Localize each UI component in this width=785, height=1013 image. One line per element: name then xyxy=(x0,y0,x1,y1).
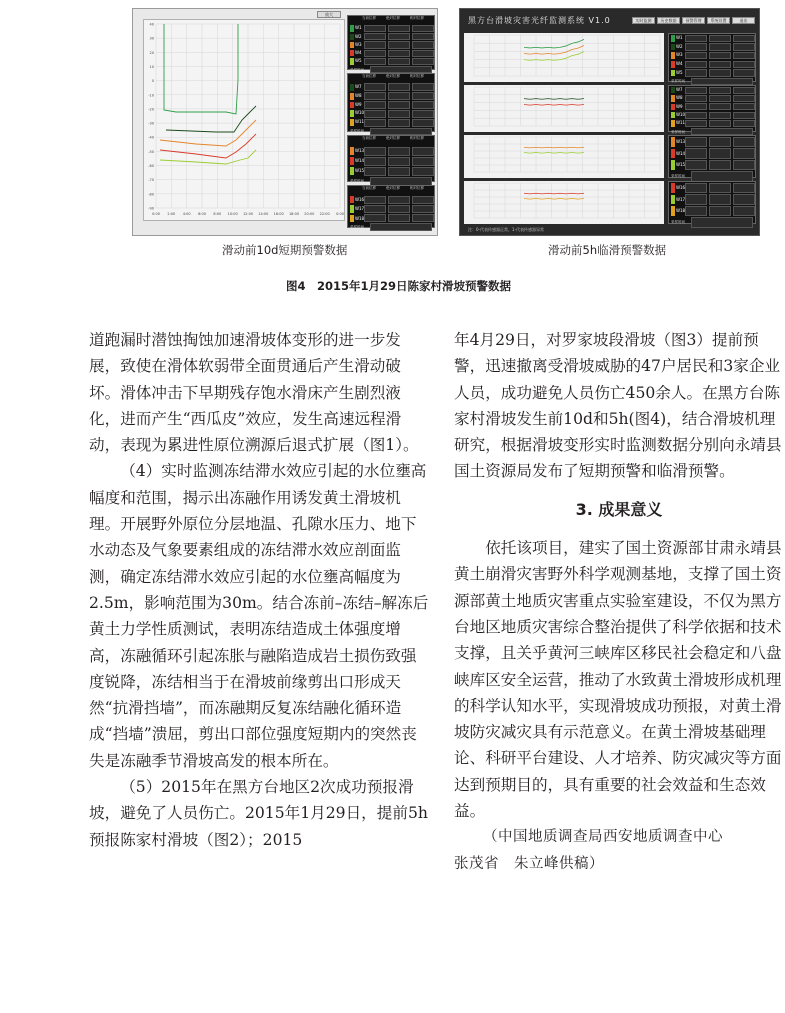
y-tick-label: -30 xyxy=(148,121,154,126)
legend-value-cell xyxy=(412,92,434,100)
imminent-warning-panel xyxy=(459,8,760,236)
legend-color-swatch xyxy=(350,25,354,31)
sensor-curve xyxy=(524,46,584,55)
legend-color-swatch xyxy=(671,44,675,51)
legend-color-swatch xyxy=(350,102,354,109)
legend-value-cell xyxy=(388,205,410,213)
y-tick-label: 10 xyxy=(149,64,154,69)
legend-sample-time-label: 采样时间 xyxy=(671,219,685,224)
legend-value-cell xyxy=(364,196,386,204)
y-tick-label: -90 xyxy=(148,206,154,211)
legend-value-cell xyxy=(685,35,707,43)
legend-value-cell xyxy=(412,41,434,48)
legend-value-cell xyxy=(412,25,434,32)
legend-color-swatch xyxy=(350,84,354,91)
legend-value-cell xyxy=(388,147,410,156)
legend-color-swatch xyxy=(350,147,354,155)
legend-value-cell xyxy=(364,101,386,109)
legend-value-cell xyxy=(709,69,731,77)
legend-value-cell xyxy=(709,43,731,51)
legend-value-cell xyxy=(709,103,731,110)
x-tick-label: 12:00 xyxy=(242,212,254,216)
legend-sensor-label: W1 xyxy=(676,35,683,40)
legend-sensor-label: W3 xyxy=(676,52,683,58)
legend-sensor-label: W17 xyxy=(355,206,365,212)
legend-value-cell xyxy=(733,87,755,94)
legend-value-cell xyxy=(685,137,707,148)
legend-sample-time-label: 采样时间 xyxy=(350,129,364,134)
legend-value-cell xyxy=(412,167,434,176)
sensor-curve xyxy=(524,105,584,106)
legend-value-cell xyxy=(412,147,434,156)
legend-sensor-label: W16 xyxy=(355,197,365,203)
legend-color-swatch xyxy=(350,157,354,165)
legend-value-cell xyxy=(733,52,755,60)
legend-value-cell xyxy=(364,205,386,213)
y-tick-label: -10 xyxy=(148,93,154,98)
legend-value-cell xyxy=(412,58,434,65)
credit-line-1: （中国地质调查局西安地质调查中心 xyxy=(483,829,723,846)
legend-value-cell xyxy=(364,58,386,65)
legend-sensor-label: W9 xyxy=(676,103,683,109)
x-tick-label: 22:00 xyxy=(319,212,330,216)
legend-value-cell xyxy=(733,35,755,43)
legend-value-cell xyxy=(709,194,731,205)
legend-value-cell xyxy=(388,167,410,176)
legend-value-cell xyxy=(685,69,707,77)
legend-value-cell xyxy=(388,41,410,48)
sensor-legend-right xyxy=(668,33,756,227)
legend-header-cell: 相对位移 xyxy=(410,136,424,140)
legend-value-cell xyxy=(709,52,731,60)
x-tick-label: 6:00 xyxy=(198,212,206,216)
legend-sample-time-value xyxy=(691,217,753,228)
legend-value-cell xyxy=(709,160,731,171)
legend-color-swatch xyxy=(671,104,675,110)
legend-value-cell xyxy=(388,83,410,91)
legend-group xyxy=(347,73,435,132)
system-toolbar xyxy=(632,17,758,25)
legend-value-cell xyxy=(685,120,707,127)
legend-header-cell: 绝对位移 xyxy=(386,186,400,190)
legend-header-cell: 当前位移 xyxy=(362,74,376,78)
sensor-curve xyxy=(524,193,584,194)
legend-sensor-label: W15 xyxy=(355,168,365,173)
sensor-curve xyxy=(524,99,584,100)
legend-value-cell xyxy=(685,95,707,102)
paragraph-freeze-thaw: （4）实时监测冻结滞水效应引起的水位壅高幅度和范围，揭示出冻融作用诱发黄土滑坡机理。开展野外原位分层地温、孔隙水压力、地下水动态及气象要素组成的冻结滞水效应剖面监测，确定冻结滞水效应引起的水位壅高幅度为2.5m，影响范围为30m。结合冻前–冻结–解冻后黄土力学性质测试，表明冻结造成土体强度增高，冻融循环引起冻胀与融陷造成岩土损伤致强度锐降，冻结相当于在滑坡前缘剪出口形成天然“抗滑挡墙”，而冻融期反复冻结融化循环造成“挡墙”溃屈，剪出口部位强度短期内的突然丧失是冻融季节滑坡高发的根本所在。 xyxy=(89,462,429,770)
sensor-curve xyxy=(524,153,584,154)
y-tick-label: -20 xyxy=(148,107,154,112)
legend-header-cell: 当前位移 xyxy=(362,186,376,190)
legend-value-cell xyxy=(709,120,731,127)
legend-sensor-label: W2 xyxy=(676,43,683,49)
legend-value-cell xyxy=(685,160,707,171)
legend-color-swatch xyxy=(671,35,675,42)
legend-color-swatch xyxy=(671,195,675,205)
legend-value-cell xyxy=(709,35,731,43)
displacement-subplot xyxy=(464,135,664,178)
legend-value-cell xyxy=(388,157,410,166)
legend-value-cell xyxy=(364,25,386,32)
legend-value-cell xyxy=(733,148,755,159)
legend-sample-time-label: 采样时间 xyxy=(671,129,685,134)
legend-color-swatch xyxy=(350,50,354,56)
sensor-curve xyxy=(524,199,584,200)
legend-group xyxy=(668,33,756,82)
displacement-plot-left xyxy=(143,19,345,221)
legend-color-swatch xyxy=(671,112,675,118)
y-tick-label: 40 xyxy=(149,22,154,27)
legend-sensor-label: W4 xyxy=(355,50,362,56)
legend-header-cell: 绝对位移 xyxy=(386,16,400,20)
displacement-subplot xyxy=(464,85,664,132)
legend-header-cell: 相对位移 xyxy=(410,74,424,78)
paragraph-forecast: （5）2015年在黑方台地区2次成功预报滑坡，避免了人员伤亡。2015年1月29日，提前5h预报陈家村滑坡（图2）；2015 xyxy=(89,778,428,849)
legend-value-cell xyxy=(709,87,731,94)
right-column xyxy=(454,327,784,877)
legend-value-cell xyxy=(364,157,386,166)
legend-sensor-label: W18 xyxy=(676,208,686,213)
x-tick-label: 18:00 xyxy=(288,212,300,216)
legend-value-cell xyxy=(733,194,755,205)
legend-value-cell xyxy=(685,194,707,205)
credit-line-2: 张茂省 朱立峰供稿） xyxy=(454,855,604,872)
legend-color-swatch xyxy=(671,160,675,170)
legend-color-swatch xyxy=(671,149,675,159)
sensor-curve xyxy=(160,134,256,158)
sensor-curve xyxy=(160,120,256,146)
legend-color-swatch xyxy=(350,110,354,117)
legend-value-cell xyxy=(388,101,410,109)
legend-color-swatch xyxy=(350,196,354,203)
legend-sensor-label: W14 xyxy=(676,150,686,156)
sensor-curve xyxy=(160,150,256,164)
legend-value-cell xyxy=(388,196,410,204)
legend-value-cell xyxy=(412,214,434,222)
paragraph-significance: 依托该项目，建实了国土资源部甘肃永靖县黄土崩滑灾害野外科学观测基地，支撑了国土资源部黄土地质灾害重点实验室建设，不仅为黑方台地区地质灾害综合整治提供了科学依据和技术支撑，且关乎黄河三峡库区移民社会稳定和八盘峡库区安全运营，推动了水致黄土滑坡形成机理的科学认知水平，实现滑坡成功预报，对黄土滑坡防灾减灾具有示范意义。在黄土滑坡基础理论、科研平台建设、人才培养、防灾减灾等方面达到预期目的，具有重要的社会效益和生态效益。 xyxy=(454,539,782,821)
displacement-subplot xyxy=(464,33,664,82)
legend-value-cell xyxy=(685,87,707,94)
legend-sensor-label: W14 xyxy=(355,158,365,163)
legend-color-swatch xyxy=(671,95,675,101)
legend-value-cell xyxy=(709,95,731,102)
legend-value-cell xyxy=(412,101,434,109)
legend-header-cell: 当前位移 xyxy=(362,136,376,140)
legend-color-swatch xyxy=(671,120,675,126)
legend-value-cell xyxy=(733,206,755,217)
legend-value-cell xyxy=(412,205,434,213)
legend-sensor-label: W4 xyxy=(676,61,683,66)
sensor-curve xyxy=(524,147,584,148)
legend-value-cell xyxy=(412,119,434,127)
legend-value-cell xyxy=(364,147,386,156)
legend-value-cell xyxy=(709,148,731,159)
toolbar-button[interactable]: 实时监测 xyxy=(632,17,655,24)
legend-color-swatch xyxy=(350,42,354,48)
legend-value-cell xyxy=(388,25,410,32)
legend-value-cell xyxy=(733,95,755,102)
legend-value-cell xyxy=(709,112,731,119)
legend-color-swatch xyxy=(671,206,675,216)
left-subcaption: 滑动前10d短期预警数据 xyxy=(222,243,348,257)
legend-sensor-label: W15 xyxy=(676,162,686,167)
legend-value-cell xyxy=(364,119,386,127)
legend-value-cell xyxy=(709,206,731,217)
legend-value-cell xyxy=(412,33,434,40)
legend-sensor-label: W8 xyxy=(676,95,683,101)
system-title: 黑方台滑坡灾害光纤监测系统 V1.0 xyxy=(468,16,611,25)
x-tick-label: 0:00 xyxy=(336,212,344,216)
y-tick-label: 20 xyxy=(149,50,154,55)
legend-color-swatch xyxy=(350,215,354,222)
figure-caption: 图4 2015年1月29日陈家村滑坡预警数据 xyxy=(286,279,512,293)
legend-sensor-label: W5 xyxy=(355,58,362,64)
legend-color-swatch xyxy=(350,58,354,64)
right-subcaption: 滑动前5h临滑预警数据 xyxy=(548,243,667,257)
legend-value-cell xyxy=(685,103,707,110)
legend-header-cell: 相对位移 xyxy=(410,16,424,20)
legend-value-cell xyxy=(412,110,434,118)
legend-sample-time-value xyxy=(691,171,753,182)
legend-value-cell xyxy=(364,167,386,176)
legend-value-cell xyxy=(685,148,707,159)
legend-color-swatch xyxy=(671,137,675,147)
legend-sensor-label: W16 xyxy=(676,185,686,190)
legend-sensor-label: W7 xyxy=(676,87,683,92)
legend-group xyxy=(347,185,435,228)
legend-sensor-label: W11 xyxy=(355,119,365,125)
x-tick-label: 10:00 xyxy=(227,212,238,216)
legend-color-swatch xyxy=(671,87,675,93)
legend-sensor-label: W10 xyxy=(355,110,365,116)
legend-value-cell xyxy=(412,50,434,57)
sensor-curve xyxy=(524,52,584,61)
legend-value-cell xyxy=(364,50,386,57)
legend-color-swatch xyxy=(671,183,675,193)
legend-sensor-label: W10 xyxy=(676,112,686,117)
legend-color-swatch xyxy=(350,167,354,175)
legend-value-cell xyxy=(709,183,731,194)
legend-value-cell xyxy=(364,33,386,40)
legend-sensor-label: W13 xyxy=(355,148,365,153)
y-tick-label: 0 xyxy=(151,79,154,84)
legend-value-cell xyxy=(685,61,707,69)
zoom-button[interactable]: 放大 xyxy=(317,11,341,18)
legend-group xyxy=(668,135,756,178)
legend-color-swatch xyxy=(671,52,675,59)
y-tick-label: -80 xyxy=(148,192,154,197)
legend-sensor-label: W13 xyxy=(676,139,686,144)
x-tick-label: 8:00 xyxy=(213,212,222,216)
legend-value-cell xyxy=(364,41,386,48)
legend-sensor-label: W11 xyxy=(676,120,686,126)
y-tick-label: -40 xyxy=(148,135,154,140)
legend-value-cell xyxy=(709,61,731,69)
legend-header-cell: 绝对位移 xyxy=(386,136,400,140)
legend-sensor-label: W17 xyxy=(676,196,686,202)
legend-sample-time-label: 采样时间 xyxy=(350,67,364,72)
legend-value-cell xyxy=(733,103,755,110)
displacement-subplot xyxy=(464,181,664,224)
legend-value-cell xyxy=(733,69,755,77)
legend-sample-time-label: 采样时间 xyxy=(671,79,685,84)
legend-value-cell xyxy=(733,160,755,171)
paragraph-mechanism-end: 道跑漏时潜蚀掏蚀加速滑坡体变形的进一步发展，致使在滑体软弱带全面贯通后产生滑动破坏。滑体冲击下早期残存饱水滑床产生剧烈液化，进而产生“西瓜皮”效应，发生高速远程滑动，表现为累进性原位溯源后退式扩展（图1）。 xyxy=(89,331,419,455)
left-column xyxy=(89,327,429,853)
x-tick-label: 16:00 xyxy=(273,212,284,216)
paragraph-forecast-cont: 年4月29日，对罗家坡段滑坡（图3）提前预警，迅速撤离受滑坡威胁的47户居民和3家企业人员，成功避免人员伤亡450余人。在黑方台陈家村滑坡发生前10d和5h(图4)，结合滑坡机理研究，根据滑坡变形实时监测数据分别向永靖县国土资源局发布了短期预警和临滑预警。 xyxy=(454,331,782,481)
section-heading: 3. 成果意义 xyxy=(575,499,663,519)
sensor-curve xyxy=(524,39,584,48)
legend-sample-time-value xyxy=(370,223,432,231)
legend-value-cell xyxy=(364,110,386,118)
legend-sensor-label: W9 xyxy=(355,101,362,107)
legend-value-cell xyxy=(685,43,707,51)
y-tick-label: -70 xyxy=(148,178,154,183)
legend-group xyxy=(347,135,435,182)
sensor-curve xyxy=(166,106,256,132)
legend-color-swatch xyxy=(350,93,354,100)
legend-value-cell xyxy=(685,112,707,119)
displacement-chart-left xyxy=(144,20,344,220)
short-term-warning-panel xyxy=(132,8,438,236)
legend-header-cell: 当前位移 xyxy=(362,16,376,20)
y-tick-label: -60 xyxy=(148,164,154,169)
legend-value-cell xyxy=(388,214,410,222)
legend-value-cell xyxy=(709,137,731,148)
toolbar-button[interactable]: 退出 xyxy=(732,17,755,24)
legend-value-cell xyxy=(412,83,434,91)
legend-header-cell: 绝对位移 xyxy=(386,74,400,78)
legend-sample-time-label: 采样时间 xyxy=(671,173,685,178)
legend-sensor-label: W1 xyxy=(355,25,362,31)
legend-color-swatch xyxy=(671,61,675,68)
legend-value-cell xyxy=(412,157,434,166)
toolbar-button[interactable]: 预警管理 xyxy=(682,17,705,24)
legend-value-cell xyxy=(733,137,755,148)
y-tick-label: -50 xyxy=(148,149,154,154)
legend-color-swatch xyxy=(350,119,354,126)
legend-value-cell xyxy=(364,214,386,222)
legend-value-cell xyxy=(733,43,755,51)
legend-group xyxy=(668,85,756,132)
legend-value-cell xyxy=(388,119,410,127)
legend-color-swatch xyxy=(350,205,354,212)
legend-group xyxy=(347,15,435,70)
x-tick-label: 14:00 xyxy=(258,212,269,216)
legend-value-cell xyxy=(685,183,707,194)
displacement-plots-right xyxy=(464,33,664,227)
legend-sensor-label: W8 xyxy=(355,92,362,98)
legend-value-cell xyxy=(388,33,410,40)
toolbar-button[interactable]: 系统设置 xyxy=(707,17,730,24)
legend-value-cell xyxy=(364,83,386,91)
status-footer: 注：0-代表传感器正常，1-代表传感器异常 xyxy=(468,227,544,232)
legend-value-cell xyxy=(388,92,410,100)
legend-sensor-label: W18 xyxy=(355,215,365,221)
legend-sensor-label: W2 xyxy=(355,33,362,39)
x-tick-label: 0:00 xyxy=(152,212,160,216)
legend-value-cell xyxy=(388,110,410,118)
legend-sensor-label: W7 xyxy=(355,83,362,89)
legend-value-cell xyxy=(733,183,755,194)
legend-value-cell xyxy=(685,52,707,60)
legend-value-cell xyxy=(733,61,755,69)
legend-value-cell xyxy=(388,50,410,57)
sensor-legend-left xyxy=(347,15,435,231)
legend-sensor-label: W3 xyxy=(355,41,362,47)
legend-sample-time-label: 采样时间 xyxy=(350,224,364,229)
legend-group xyxy=(668,181,756,224)
legend-color-swatch xyxy=(350,34,354,40)
legend-color-swatch xyxy=(671,70,675,77)
legend-sensor-label: W5 xyxy=(676,69,683,75)
legend-value-cell xyxy=(388,58,410,65)
toolbar-button[interactable]: 历史数据 xyxy=(657,17,680,24)
legend-value-cell xyxy=(733,120,755,127)
x-tick-label: 4:00 xyxy=(182,212,191,216)
legend-header-cell: 相对位移 xyxy=(410,186,424,190)
legend-value-cell xyxy=(685,206,707,217)
y-tick-label: 30 xyxy=(149,36,154,41)
legend-sample-time-label: 采样时间 xyxy=(350,179,364,183)
x-tick-label: 20:00 xyxy=(304,212,315,216)
x-tick-label: 2:00 xyxy=(167,212,176,216)
sensor-curve xyxy=(164,24,238,114)
legend-value-cell xyxy=(412,196,434,204)
legend-value-cell xyxy=(364,92,386,100)
legend-value-cell xyxy=(733,112,755,119)
